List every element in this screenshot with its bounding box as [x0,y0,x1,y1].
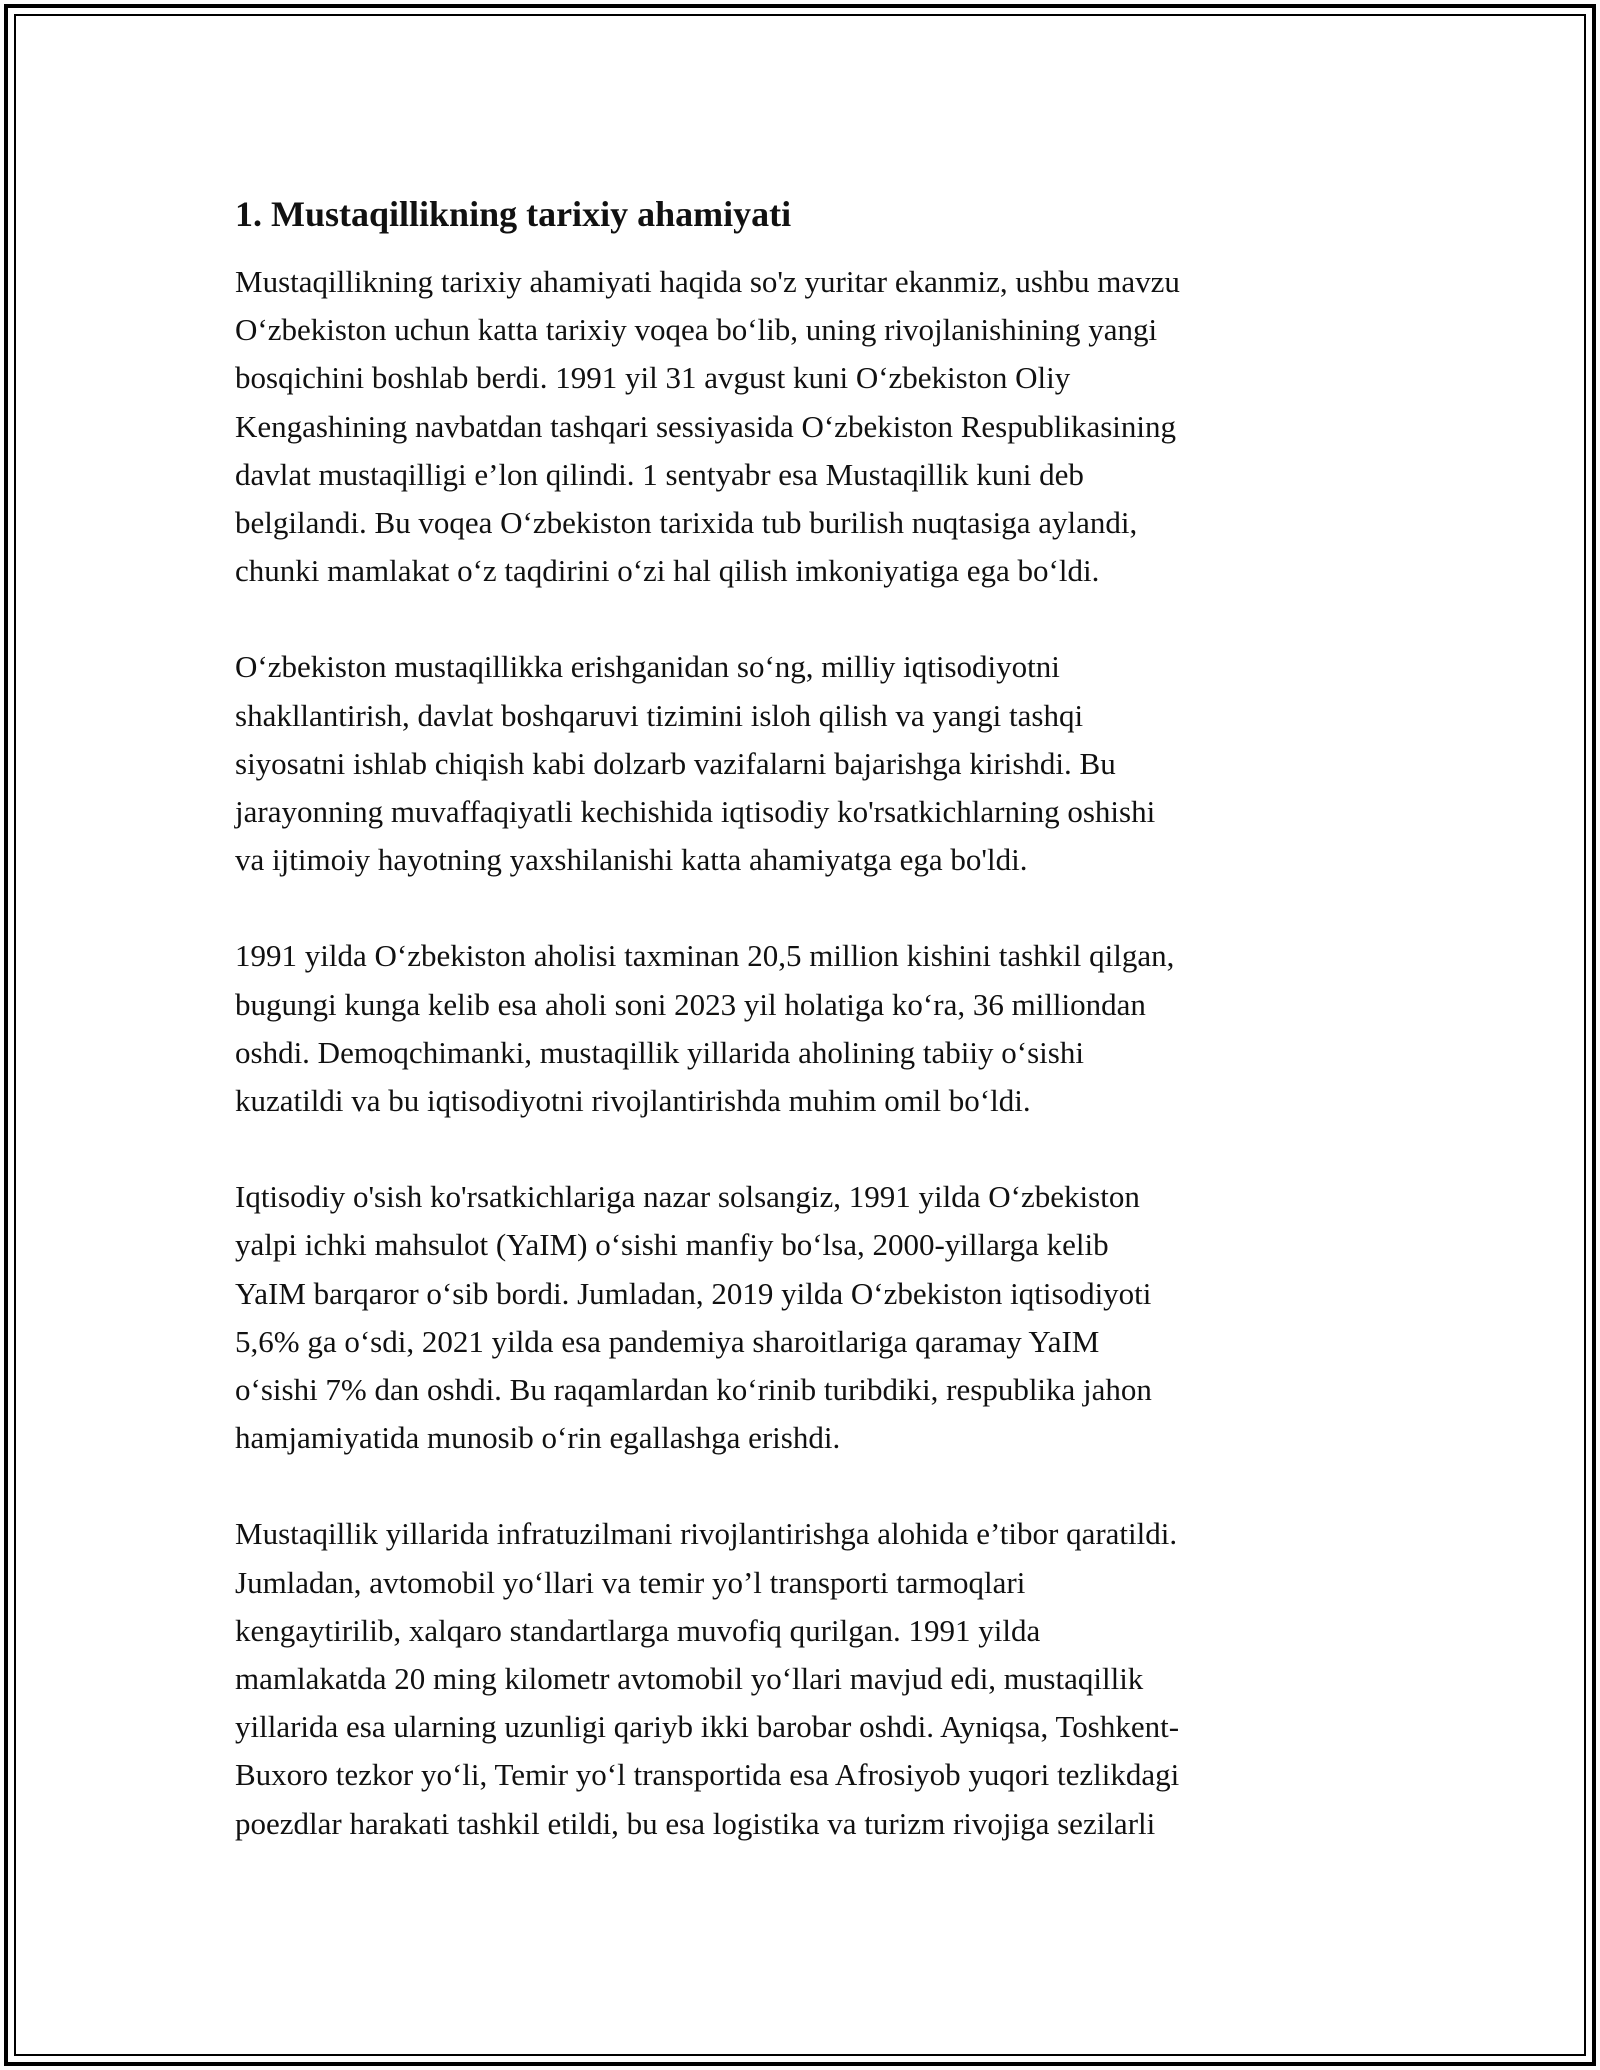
paragraph-1: Mustaqillikning tarixiy ahamiyati haqida so'z yuritar ekanmiz, ushbu mavzu Oʻzbekiston uchun katta tarixiy voqea boʻlib, uning rivojlanishining yangi bosqichini boshlab berdi. 1991 yil 31 avgust kuni Oʻzbekiston Oliy Kengashining navbatdan tashqari sessiyasida Oʻzbekiston Respublikasining davlat mustaqilligi e’lon qilindi. 1 sentyabr esa Mustaqillik kuni deb belgilandi. Bu voqea Oʻzbekiston tarixida tub burilish nuqtasiga aylandi, chunki mamlakat oʻz taqdirini oʻzi hal qilish imkoniyatiga ega boʻldi. [235,264,1180,589]
paragraph-4: Iqtisodiy o'sish ko'rsatkichlariga nazar solsangiz, 1991 yilda Oʻzbekiston yalpi ichki mahsulot (YaIM) oʻsishi manfiy boʻlsa, 2000-yillarga kelib YaIM barqaror oʻsib bordi. Jumladan, 2019 yilda Oʻzbekiston iqtisodiyoti 5,6% ga oʻsdi, 2021 yilda esa pandemiya sharoitlariga qaramay YaIM oʻsishi 7% dan oshdi. Bu raqamlardan koʻrinib turibdiki, respublika jahon hamjamiyatida munosib oʻrin egallashga erishdi. [235,1179,1152,1456]
paragraph-3: 1991 yilda Oʻzbekiston aholisi taxminan 20,5 million kishini tashkil qilgan, bugungi kunga kelib esa aholi soni 2023 yil holatiga koʻra, 36 milliondan oshdi. Demoqchimanki, mustaqillik yillarida aholining tabiiy oʻsishi kuzatildi va bu iqtisodiyotni rivojlantirishda muhim omil boʻldi. [235,938,1175,1119]
document-body [235,190,1385,1896]
paragraph-5: Mustaqillik yillarida infratuzilmani rivojlantirishga alohida e’tibor qaratildi. Jumladan, avtomobil yoʻllari va temir yo’l transporti tarmoqlari kengaytirilib, xalqaro standartlarga muvofiq qurilgan. 1991 yilda mamlakatda 20 ming kilometr avtomobil yoʻllari mavjud edi, mustaqillik yillarida esa ularning uzunligi qariyb ikki barobar oshdi. Ayniqsa, Toshkent- Buxoro tezkor yoʻli, Temir yoʻl transportida esa Afrosiyob yuqori tezlikdagi poezdlar harakati tashkil etildi, bu esa logistika va turizm rivojiga sezilarli [235,1516,1180,1841]
section-heading: 1. Mustaqillikning tarixiy ahamiyati [235,194,792,234]
paragraph-2: Oʻzbekiston mustaqillikka erishganidan soʻng, milliy iqtisodiyotni shakllantirish, davlat boshqaruvi tizimini isloh qilish va yangi tashqi siyosatni ishlab chiqish kabi dolzarb vazifalarni bajarishga kirishdi. Bu jarayonning muvaffaqiyatli kechishida iqtisodiy ko'rsatkichlarning oshishi va ijtimoiy hayotning yaxshilanishi katta ahamiyatga ega bo'ldi. [235,649,1156,878]
